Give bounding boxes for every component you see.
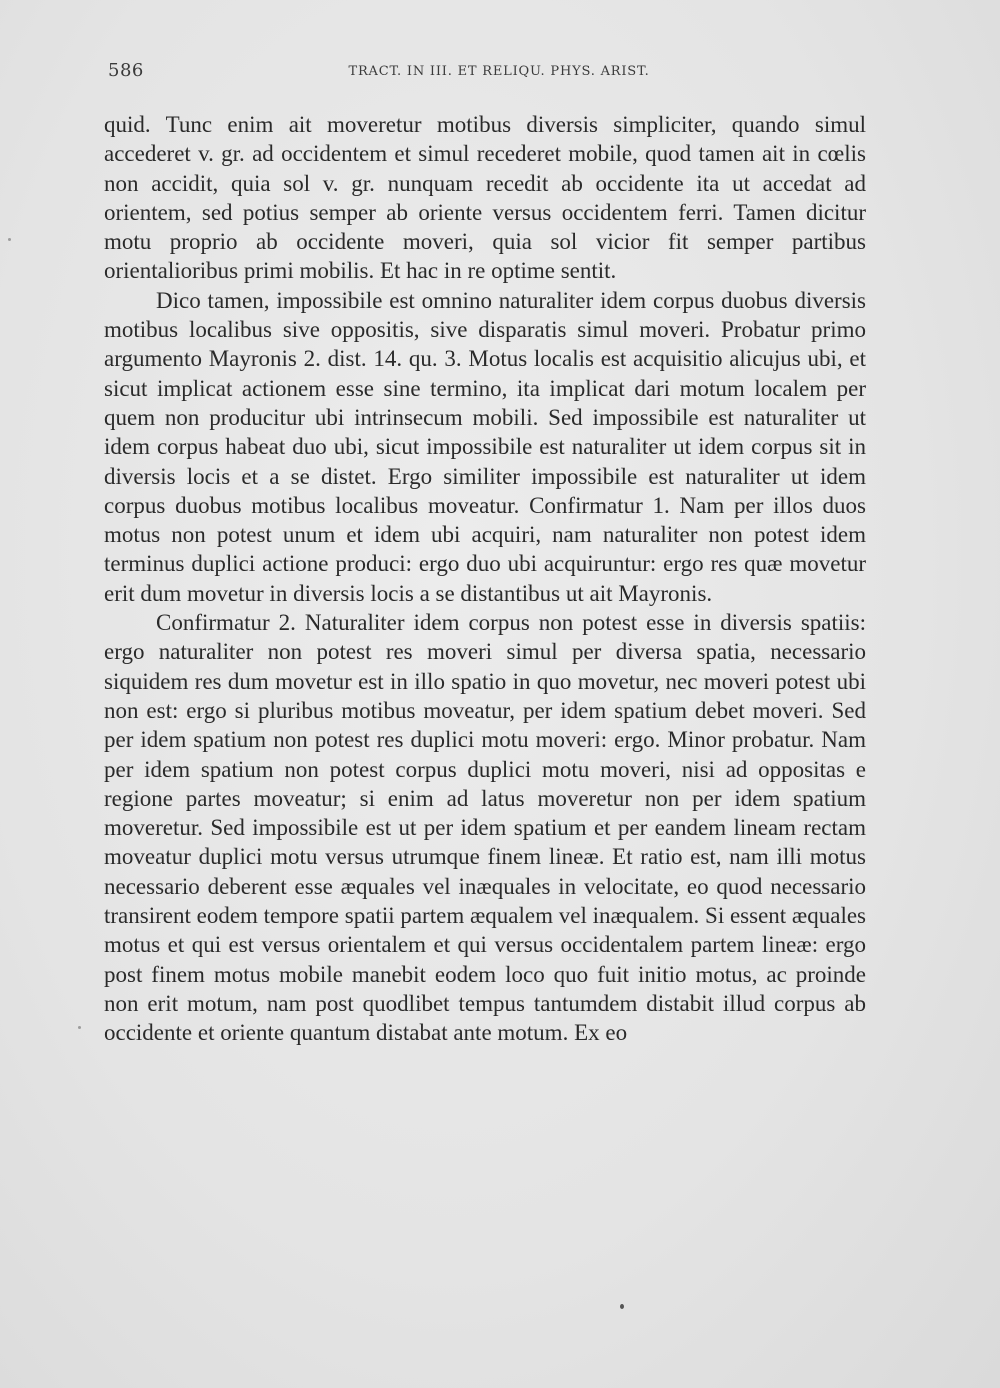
paragraph-confirmatur-2: Confirmatur 2. Naturaliter idem corpus non potest esse in diversis spatiis: ergo naturaliter non potest res moveri simul per diversa spatia, necessario siquidem res dum movetur est in illo spatio in quo movetur, nec moveri potest ubi non est: ergo si pluribus motibus moveatur, per idem spatium debet moveri. Sed per idem spatium non potest res duplici motu moveri: ergo. Minor probatur. Nam per idem spatium non potest corpus duplici motu moveri, nisi ad oppositas e regione partes moveatur; si enim ad latus moveretur non per idem spatium moveretur. Sed impossibile est ut per idem spatium et per eandem lineam rectam moveatur duplici motu versus utrumque finem lineæ. Et ratio est, nam illi motus necessario deberent esse æquales vel inæquales in velocitate, eo quod necessario transirent eodem tempore spatii partem æqualem vel inæqualem. Si essent æquales motus et qui est versus orientalem et qui versus occidentalem partem lineæ: ergo post finem motus mobile manebit eodem loco quo fuit initio motus, ac proinde non erit motum, nam post quodlibet tempus tantumdem distabit illud corpus ab occidente et oriente quantum distabat ante motum. Ex eo (104, 610, 867, 1046)
body-text (104, 110, 866, 1048)
print-speck (78, 1026, 81, 1029)
print-speck (620, 1304, 624, 1309)
running-head (108, 60, 860, 86)
page-number: 586 (108, 60, 144, 81)
paragraph-continuation: quid. Tunc enim ait moveretur motibus diversis simpliciter, quando simul accederet v. gr. ad occidentem et simul recederet mobile, quod tamen ait in cœlis non accidit, quia sol v. gr. nunquam recedit ab occidente ita ut accedat ad orientem, sed potius semper ab oriente versus occidentem ferri. Tamen dicitur motu proprio ab occidente moveri, quia sol vicior fit semper partibus orientalioribus primi mobilis. Et hac in re optime sentit. (104, 112, 866, 284)
running-title: TRACT. IN III. ET RELIQU. PHYS. ARIST. (348, 64, 650, 79)
paragraph-dico-tamen: Dico tamen, impossibile est omnino naturaliter idem corpus duobus diversis motibus localibus sive oppositis, sive disparatis simul moveri. Probatur primo argumento Mayronis 2. dist. 14. qu. 3. Motus localis est acquisitio alicujus ubi, et sicut implicat actionem esse sine termino, ita implicat dari motum localem per quem non producitur ubi intrinsecum mobili. Sed impossibile est naturaliter ut idem corpus habeat duo ubi, sicut impossibile est naturaliter ut idem corpus sit in diversis locis et a se distet. Ergo similiter impossibile est naturaliter ut idem corpus duobus motibus localibus moveatur. Confirmatur 1. Nam per illos duos motus non potest unum et idem ubi acquiri, nam naturaliter non potest idem terminus duplici actione produci: ergo duo ubi acquiruntur: ergo res quæ movetur erit dum movetur in diversis locis a se distantibus ut ait Mayronis. (104, 287, 866, 606)
print-speck (8, 238, 11, 241)
